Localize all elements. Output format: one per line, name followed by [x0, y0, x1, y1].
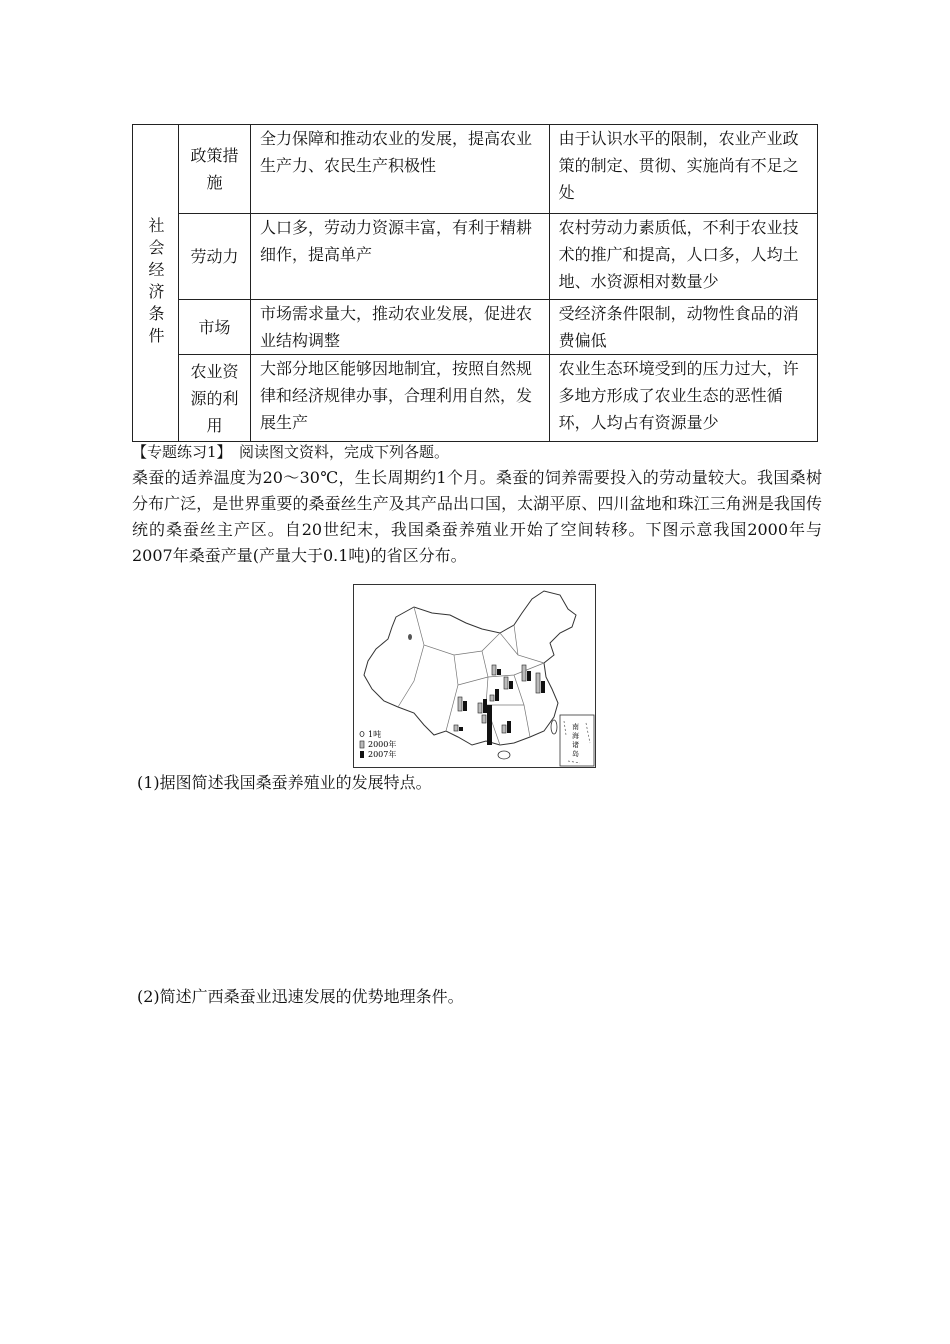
inset-label-4: 岛: [572, 750, 579, 758]
inset-label-1: 南: [572, 723, 579, 731]
bar-2000: [492, 665, 496, 675]
legend-2007-symbol: [360, 751, 364, 758]
advantage-cell: 市场需求量大，推动农业发展，促进农业结构调整: [251, 300, 550, 355]
legend-2000-symbol: [360, 741, 364, 748]
bar-2000: [454, 725, 458, 731]
silkworm-distribution-map: [353, 584, 596, 768]
disadvantage-cell: 农业生态环境受到的压力过大，许多地方形成了农业生态的恶性循环，人均占有资源量少: [549, 355, 817, 442]
legend-1t-symbol: [360, 732, 364, 737]
disadvantage-cell: 由于认识水平的限制，农业产业政策的制定、贯彻、实施尚有不足之处: [549, 125, 817, 214]
china-outline: [364, 591, 576, 745]
advantage-cell: 全力保障和推动农业的发展，提高农业生产力、农民生产积极性: [251, 125, 550, 214]
legend-2007: 2007年: [368, 750, 397, 759]
legend-2000: 2000年: [368, 740, 397, 749]
bar-2000: [478, 703, 482, 713]
legend-1t: 1吨: [368, 730, 382, 739]
bar-2007: [495, 689, 499, 701]
advantage-cell: 大部分地区能够因地制宜，按照自然规律和经济规律办事，合理利用自然，发展生产: [251, 355, 550, 442]
china-map-svg: [354, 585, 595, 767]
bar-2007: [509, 681, 513, 689]
bar-2007: [541, 681, 545, 693]
disadvantage-cell: 农村劳动力素质低，不利于农业技术的推广和提高，人口多，人均土地、水资源相对数量少: [549, 214, 817, 300]
table-row: [133, 214, 818, 300]
exercise-paragraph: 桑蚕的适养温度为20～30℃，生长周期约1个月。桑蚕的饲养需要投入的劳动量较大。我国桑树分布广泛，是世界重要的桑蚕丝生产及其产品出口国，太湖平原、四川盆地和珠江三角洲是我国传统的桑蚕丝主产区。自20世纪末，我国桑蚕养殖业开始了空间转移。下图示意我国2000年与2007年桑蚕产量(产量大于0.1吨)的省区分布。: [132, 468, 822, 565]
question-1: (1)据图简述我国桑蚕养殖业的发展特点。: [137, 773, 432, 792]
bar-2000: [490, 695, 494, 701]
agriculture-conditions-table: [132, 124, 818, 442]
table-row: [133, 300, 818, 355]
inset-label-3: 诸: [572, 741, 579, 749]
south-sea-inset: [560, 715, 594, 766]
table-row: [133, 355, 818, 442]
hainan-island: [498, 751, 510, 759]
advantage-cell: 人口多，劳动力资源丰富，有利于精耕细作，提高单产: [251, 214, 550, 300]
bar-2000: [458, 697, 462, 711]
group-label-cell: [133, 125, 179, 442]
taiwan-island: [551, 720, 557, 734]
factor-cell: 政策措施: [179, 125, 251, 214]
bar-2000: [536, 673, 540, 693]
bar-2000: [502, 725, 506, 733]
bar-2007: [497, 669, 501, 675]
group-label: 社会经济条件: [146, 217, 165, 349]
factor-cell: 市场: [179, 300, 251, 355]
bar-2007: [483, 699, 487, 713]
table-row: [133, 125, 818, 214]
bar-2007: [527, 671, 531, 681]
map-legend: [360, 729, 396, 759]
inset-label-2: 海: [572, 732, 579, 740]
bar-2007: [463, 701, 467, 711]
factor-cell: 劳动力: [179, 214, 251, 300]
bar-2000: [522, 665, 526, 681]
production-marker: [408, 634, 412, 640]
exercise-heading: 【专题练习1】 阅读图文资料，完成下列各题。: [132, 443, 450, 461]
disadvantage-cell: 受经济条件限制，动物性食品的消费偏低: [549, 300, 817, 355]
question-2: (2)简述广西桑蚕业迅速发展的优势地理条件。: [137, 987, 464, 1006]
bar-2000: [504, 677, 508, 689]
bar-2000: [482, 715, 486, 723]
factor-cell: 农业资源的利用: [179, 355, 251, 442]
bar-2007: [487, 705, 492, 745]
bar-2007: [459, 727, 463, 731]
bar-2007: [507, 721, 511, 733]
